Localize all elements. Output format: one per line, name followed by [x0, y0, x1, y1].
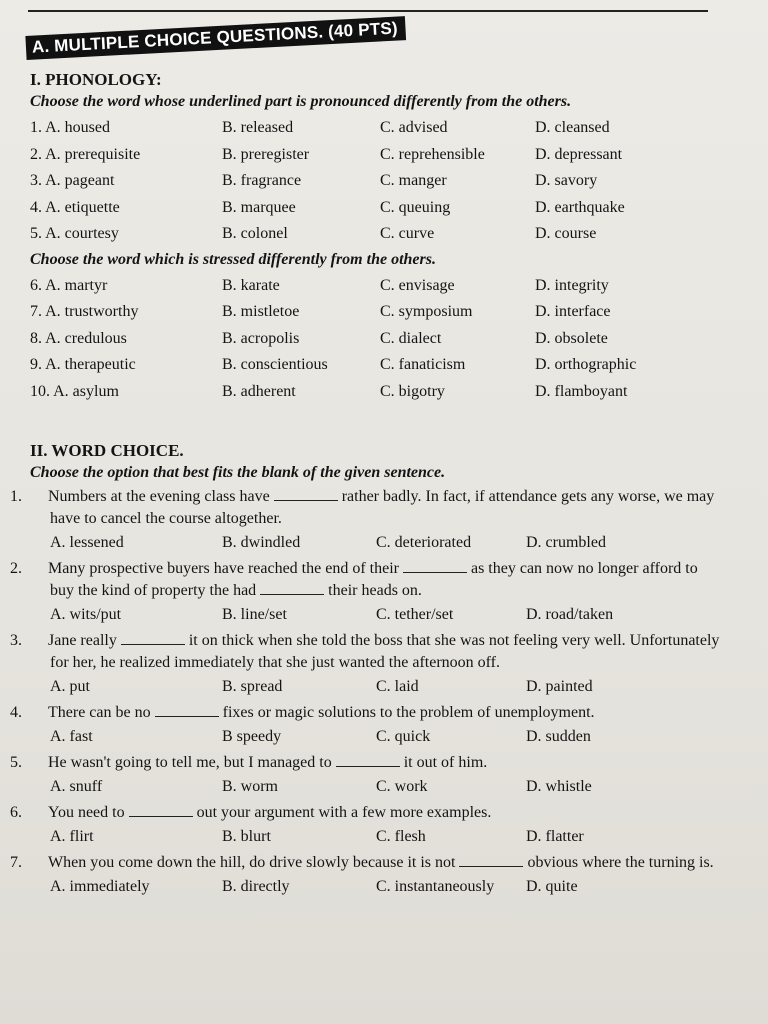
list-item: 7. A. trustworthy B. mistletoe C. symposium D. interface: [30, 303, 611, 320]
section-banner: A. MULTIPLE CHOICE QUESTIONS. (40 PTS): [25, 16, 406, 60]
phonology-instruction-1: Choose the word whose underlined part is pronounced differently from the others.: [30, 93, 572, 110]
question-2: 2. Many prospective buyers have reached the end of their as they can now no longer afford to buy the kind of property the had their heads on. A. wits/put B. line/set C. tether/set D. road/taken: [30, 558, 722, 628]
content: [10, 70, 722, 900]
list-item: 3. A. pageant B. fragrance C. manger D. savory: [30, 172, 598, 189]
question-4: 4. There can be no fixes or magic solutions to the problem of unemployment. A. fast B speedy C. quick D. sudden: [30, 702, 722, 750]
answer-blank[interactable]: [129, 802, 193, 817]
list-item: 4. A. etiquette B. marquee C. queuing D. earthquake: [30, 198, 625, 216]
list-item: 1. A. housed B. released C. advised D. cleansed: [30, 119, 610, 136]
answer-blank[interactable]: [260, 580, 324, 595]
list-item: 10. A. asylum B. adherent C. bigotry D. flamboyant: [30, 382, 628, 400]
phonology-list-2: [30, 273, 722, 406]
options: A. put B. spread C. laid D. painted: [50, 678, 593, 695]
list-item: 2. A. prerequisite B. preregister C. reprehensible D. depressant: [30, 145, 623, 163]
question-5: 5. He wasn't going to tell me, but I managed to it out of him. A. snuff B. worm C. work D. whistle: [30, 752, 722, 800]
phonology-list-1: [30, 115, 722, 248]
answer-blank[interactable]: [155, 702, 219, 717]
answer-blank[interactable]: [121, 630, 185, 645]
question-7: 7. When you come down the hill, do drive slowly because it is not obvious where the turning is. A. immediately B. directly C. instantaneously D. quite: [30, 852, 722, 900]
answer-blank[interactable]: [459, 852, 523, 867]
answer-blank[interactable]: [403, 558, 467, 573]
answer-blank[interactable]: [336, 752, 400, 767]
list-item: 9. A. therapeutic B. conscientious C. fanaticism D. orthographic: [30, 356, 637, 373]
phonology-instruction-2: Choose the word which is stressed differently from the others.: [30, 250, 436, 268]
list-item: 5. A. courtesy B. colonel C. curve D. course: [30, 225, 597, 242]
question-1: 1. Numbers at the evening class have rather badly. In fact, if attendance gets any worse, we may have to cancel the course altogether. A. lessened B. dwindled C. deteriorated D. crumbled: [30, 486, 722, 556]
options: A. flirt B. blurt C. flesh D. flatter: [50, 828, 584, 845]
question-3: 3. Jane really it on thick when she told the boss that she was not feeling very well. Unfortunately for her, he realized immediately that she just wanted the afternoon off. A. put B. spread C. laid D. painted: [30, 630, 722, 700]
options: A. lessened B. dwindled C. deteriorated D. crumbled: [50, 534, 606, 551]
top-rule: [28, 10, 708, 12]
word-choice-heading: II. WORD CHOICE.: [30, 441, 184, 460]
answer-blank[interactable]: [274, 486, 338, 501]
word-choice-instruction: Choose the option that best fits the blank of the given sentence.: [30, 464, 446, 481]
list-item: 8. A. credulous B. acropolis C. dialect D. obsolete: [30, 329, 608, 347]
options: A. fast B speedy C. quick D. sudden: [50, 728, 591, 745]
options: A. snuff B. worm C. work D. whistle: [50, 778, 592, 795]
phonology-heading: I. PHONOLOGY:: [30, 70, 162, 89]
options: A. immediately B. directly C. instantaneously D. quite: [50, 878, 578, 895]
list-item: 6. A. martyr B. karate C. envisage D. integrity: [30, 276, 609, 294]
question-6: 6. You need to out your argument with a few more examples. A. flirt B. blurt C. flesh D. flatter: [30, 802, 722, 850]
options: A. wits/put B. line/set C. tether/set D. road/taken: [50, 606, 614, 623]
